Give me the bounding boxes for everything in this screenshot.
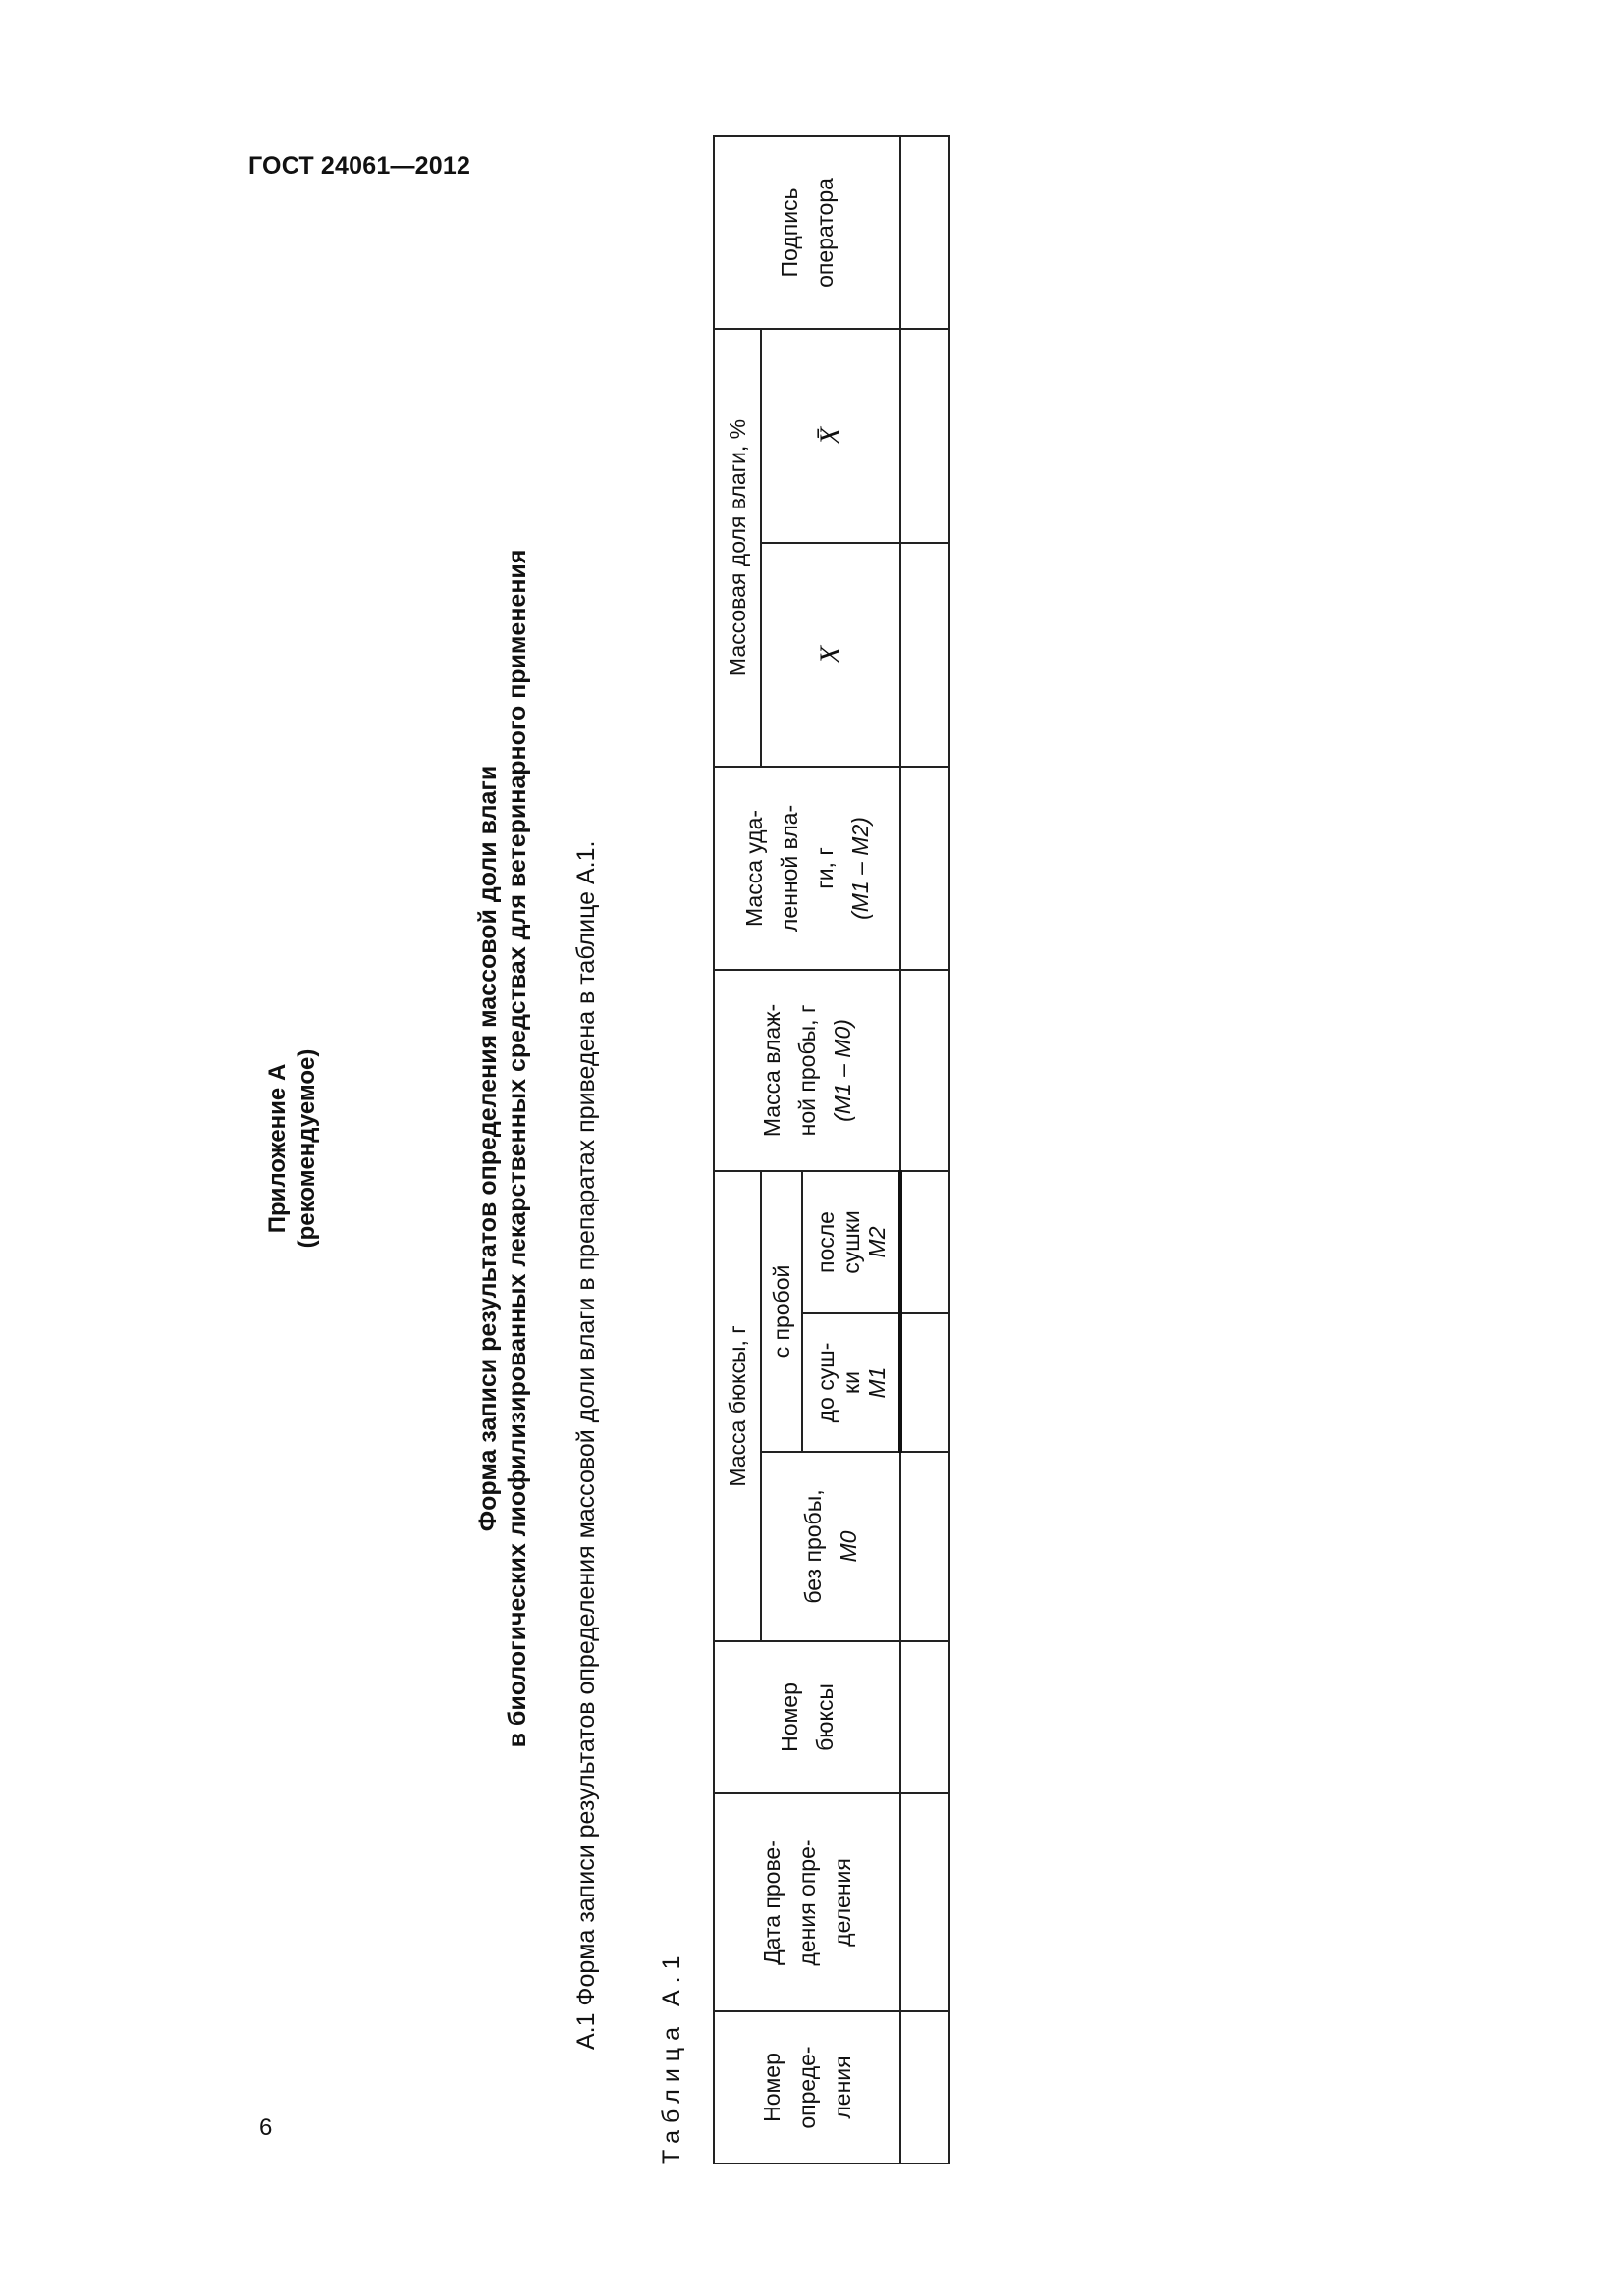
table-cell [900,1313,949,1452]
form-title [473,133,532,2164]
header-box-number: Номер бюксы [714,1641,900,1793]
table-cell [900,2011,949,2163]
table-cell [900,1171,949,1313]
header-after-drying: после сушки M2 [802,1171,900,1313]
header-wet-sample-mass: Масса влаж- ной пробы, г (M1 – M0) [714,970,900,1171]
table-cell [900,136,949,329]
header-determination-number: Номер опреде- ления [714,2011,900,2163]
header-moisture-x: X [761,543,900,767]
header-with-sample: с пробой [761,1171,802,1452]
header-operator-signature: Подпись оператора [714,136,900,329]
appendix-heading [263,133,322,2164]
table-cell [900,329,949,543]
rotated-content [255,133,962,2164]
table-cell [900,1641,949,1793]
table-cell [900,1793,949,2011]
header-moisture-fraction-group: Массовая доля влаги, % [714,329,761,767]
header-moisture-x-mean: X̄ [761,329,900,543]
form-title-line1: Форма записи результатов определения массовой доли влаги [474,765,502,1532]
appendix-title: Приложение А [264,1063,291,1234]
data-table [713,135,950,2164]
header-date: Дата прове- дения опре- деления [714,1793,900,2011]
standard-code: ГОСТ 24061—2012 [248,152,471,180]
table-cell [900,1452,949,1641]
header-removed-moisture-mass: Масса уда- ленной вла- ги, г (M1 – M2) [714,767,900,970]
table-cell [900,543,949,767]
table-caption: Таблица А.1 [658,1949,685,2164]
table-cell [900,767,949,970]
header-before-drying: до суш- ки M1 [802,1313,900,1452]
form-title-line2: в биологических лиофилизированных лекарственных средствах для ветеринарного применения [504,549,531,1748]
table-row [900,136,949,2163]
page-number: 6 [259,2114,273,2141]
intro-paragraph: А.1 Форма записи результатов определения массовой доли влаги в препаратах приведена в таблице А.1. [572,840,600,2050]
appendix-status: (рекомендуемое) [294,1048,320,1249]
header-box-mass-group: Масса бюксы, г [714,1171,761,1641]
table-cell [900,970,949,1171]
header-without-sample: без пробы, M0 [761,1452,900,1641]
table-wrapper [713,137,950,2164]
